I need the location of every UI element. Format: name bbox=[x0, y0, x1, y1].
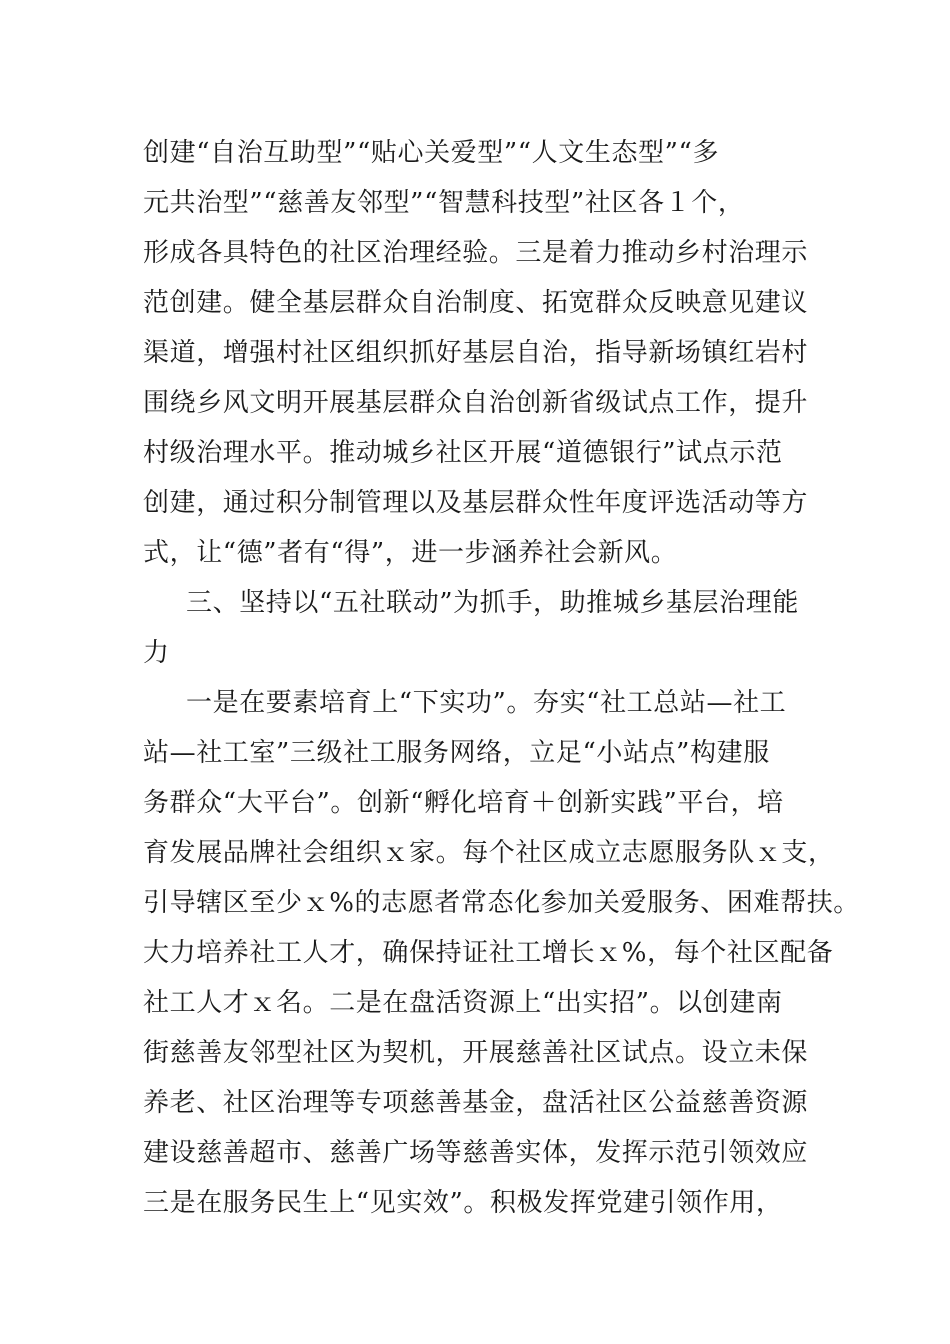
paragraph-line: 一是在要素培育上“下实功”。夯实“社工总站—社工 bbox=[186, 688, 787, 718]
paragraph-line: 村级治理水平。推动城乡社区开展“道德银行”试点示范 bbox=[143, 438, 783, 468]
paragraph-line: 式，让“德”者有“得”，进一步涵养社会新风。 bbox=[143, 538, 678, 568]
paragraph-line: 建设慈善超市、慈善广场等慈善实体，发挥示范引领效应 bbox=[143, 1138, 809, 1168]
paragraph-line: 创建，通过积分制管理以及基层群众性年度评选活动等方 bbox=[143, 488, 809, 518]
section-heading: 三、坚持以“五社联动”为抓手，助推城乡基层治理能 bbox=[186, 588, 799, 618]
paragraph-line: 大力培养社工人才，确保持证社工增长ｘ%，每个社区配备 bbox=[143, 938, 834, 968]
paragraph-line: 创建“自治互助型”“贴心关爱型”“人文生态型”“多 bbox=[143, 138, 720, 168]
paragraph-line: 围绕乡风文明开展基层群众自治创新省级试点工作，提升 bbox=[143, 388, 809, 418]
paragraph-line: 范创建。健全基层群众自治制度、拓宽群众反映意见建议 bbox=[143, 288, 809, 318]
paragraph-line: 元共治型”“慈善友邻型”“智慧科技型”社区各１个， bbox=[143, 188, 745, 218]
paragraph-line: 引导辖区至少ｘ%的志愿者常态化参加关爱服务、困难帮扶。 bbox=[143, 888, 860, 918]
paragraph-line: 三是在服务民生上“见实效”。积极发挥党建引领作用， bbox=[143, 1188, 783, 1218]
paragraph-line: 育发展品牌社会组织ｘ家。每个社区成立志愿服务队ｘ支， bbox=[143, 838, 835, 868]
paragraph-line: 务群众“大平台”。创新“孵化培育＋创新实践”平台，培 bbox=[143, 788, 784, 818]
section-heading-continuation: 力 bbox=[143, 638, 170, 668]
paragraph-line: 站—社工室”三级社工服务网络，立足“小站点”构建服 bbox=[143, 738, 770, 768]
paragraph-line: 养老、社区治理等专项慈善基金，盘活社区公益慈善资源 bbox=[143, 1088, 809, 1118]
paragraph-line: 渠道，增强村社区组织抓好基层自治，指导新场镇红岩村 bbox=[143, 338, 809, 368]
paragraph-line: 形成各具特色的社区治理经验。三是着力推动乡村治理示 bbox=[143, 238, 809, 268]
paragraph-line: 社工人才ｘ名。二是在盘活资源上“出实招”。以创建南 bbox=[143, 988, 783, 1018]
paragraph-line: 街慈善友邻型社区为契机，开展慈善社区试点。设立未保 bbox=[143, 1038, 809, 1068]
